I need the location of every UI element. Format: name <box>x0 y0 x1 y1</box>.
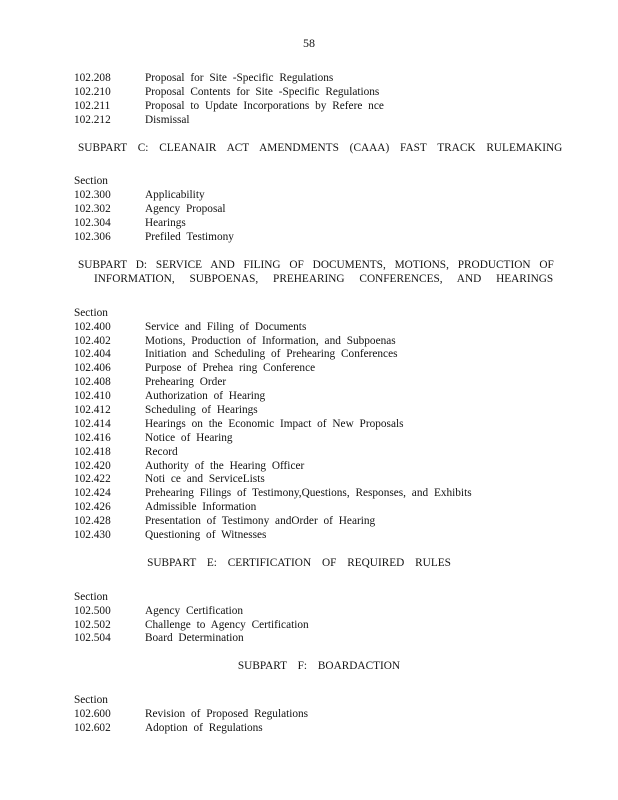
list-item <box>74 722 544 736</box>
list-item <box>74 460 544 474</box>
section-number: 102.210 <box>74 85 111 98</box>
section-title: Proposal to Update Incorporations by Refere nce <box>145 99 384 112</box>
section-title: Board Determination <box>145 632 244 645</box>
list-item <box>74 515 544 529</box>
section-title: Prehearing Filings of Testimony,Questions, Responses, and Exhibits <box>145 487 472 500</box>
subpart-c-heading: SUBPART C: CLEANAIR ACT AMENDMENTS (CAAA) FAST TRACK RULEMAKING <box>78 141 563 154</box>
list-item <box>74 473 544 487</box>
section-label: Section <box>74 306 108 319</box>
section-title: Presentation of Testimony andOrder of Hearing <box>145 515 376 528</box>
list-item <box>74 376 544 390</box>
section-title: Prehearing Order <box>145 376 227 389</box>
section-number: 102.500 <box>74 604 111 617</box>
section-number: 102.420 <box>74 459 111 472</box>
list-item <box>74 446 544 460</box>
section-number: 102.424 <box>74 487 111 500</box>
list-item <box>74 321 544 335</box>
subpart-f-heading: SUBPART F: BOARDACTION <box>237 660 401 673</box>
list-item <box>74 86 544 100</box>
list-item <box>74 335 544 349</box>
section-number: 102.208 <box>74 72 111 84</box>
section-label: Section <box>74 590 108 603</box>
list-item <box>74 487 544 501</box>
section-title: Prefiled Testimony <box>145 231 234 244</box>
section-number: 102.428 <box>74 515 111 528</box>
section-title: Scheduling of Hearings <box>145 403 258 416</box>
list-item <box>74 362 544 376</box>
section-number: 102.211 <box>74 99 111 112</box>
section-title: Challenge to Agency Certification <box>145 618 309 631</box>
list-item <box>74 72 544 86</box>
section-number: 102.306 <box>74 231 111 244</box>
section-title: Agency Proposal <box>145 203 226 216</box>
subpart-d-heading-line1: SUBPART D: SERVICE AND FILING OF DOCUMENTS, MOTIONS, PRODUCTION OF <box>78 258 554 271</box>
section-number: 102.430 <box>74 528 111 541</box>
section-number: 102.300 <box>74 189 111 202</box>
list-item <box>74 189 544 203</box>
list-item <box>74 390 544 404</box>
section-title: Dismissal <box>145 113 190 126</box>
list-item <box>74 605 544 619</box>
section-title: Hearings on the Economic Impact of New Proposals <box>145 417 404 430</box>
section-title: Admissible Information <box>145 501 257 514</box>
section-number: 102.406 <box>74 362 111 375</box>
section-number: 102.504 <box>74 632 111 645</box>
section-number: 102.600 <box>74 708 111 721</box>
subpart-e-heading: SUBPART E: CERTIFICATION OF REQUIRED RULES <box>147 556 451 569</box>
list-item <box>74 529 544 543</box>
section-title: Applicability <box>145 189 205 202</box>
list-item <box>74 708 544 722</box>
section-number: 102.412 <box>74 403 111 416</box>
list-item <box>74 100 544 114</box>
section-number: 102.502 <box>74 618 111 631</box>
section-title: Purpose of Prehea ring Conference <box>145 362 316 375</box>
section-title: Notice of Hearing <box>145 431 233 444</box>
list-item <box>74 348 544 362</box>
section-title: Service and Filing of Documents <box>145 320 307 333</box>
section-title: Proposal Contents for Site -Specific Regulations <box>145 85 380 98</box>
list-item <box>74 619 544 633</box>
section-title: Noti ce and ServiceLists <box>145 473 265 486</box>
section-number: 102.426 <box>74 501 111 514</box>
section-number: 102.302 <box>74 203 111 216</box>
list-item <box>74 404 544 418</box>
section-title: Hearings <box>145 217 186 230</box>
section-number: 102.602 <box>74 722 111 735</box>
section-number: 102.400 <box>74 320 111 333</box>
section-title: Agency Certification <box>145 604 244 617</box>
list-item <box>74 501 544 515</box>
section-title: Revision of Proposed Regulations <box>145 708 309 721</box>
table-of-contents <box>74 72 563 736</box>
section-number: 102.304 <box>74 217 111 230</box>
section-title: Proposal for Site -Specific Regulations <box>145 72 334 84</box>
section-title: Adoption of Regulations <box>145 722 263 735</box>
list-item <box>74 217 544 231</box>
section-title: Authority of the Hearing Officer <box>145 459 305 472</box>
list-item <box>74 114 544 128</box>
list-item <box>74 203 544 217</box>
section-number: 102.422 <box>74 473 111 486</box>
section-number: 102.408 <box>74 376 111 389</box>
section-number: 102.410 <box>74 390 111 403</box>
section-title: Record <box>145 445 178 458</box>
list-item <box>74 418 544 432</box>
section-title: Initiation and Scheduling of Prehearing Conferences <box>145 348 398 361</box>
section-title: Authorization of Hearing <box>145 390 266 403</box>
list-item <box>74 432 544 446</box>
section-number: 102.418 <box>74 445 111 458</box>
list-item <box>74 231 544 245</box>
section-title: Questioning of Witnesses <box>145 528 267 541</box>
subpart-d-heading-line2: INFORMATION, SUBPOENAS, PREHEARING CONFERENCES, AND HEARINGS <box>94 272 554 285</box>
section-title: Motions, Production of Information, and Subpoenas <box>145 334 396 347</box>
section-number: 102.416 <box>74 431 111 444</box>
section-number: 102.414 <box>74 417 111 430</box>
section-number: 102.404 <box>74 348 111 361</box>
section-number: 102.402 <box>74 334 111 347</box>
section-label: Section <box>74 175 108 188</box>
page-number: 58 <box>303 36 315 50</box>
section-label: Section <box>74 694 108 707</box>
list-item <box>74 632 544 646</box>
section-number: 102.212 <box>74 113 111 126</box>
